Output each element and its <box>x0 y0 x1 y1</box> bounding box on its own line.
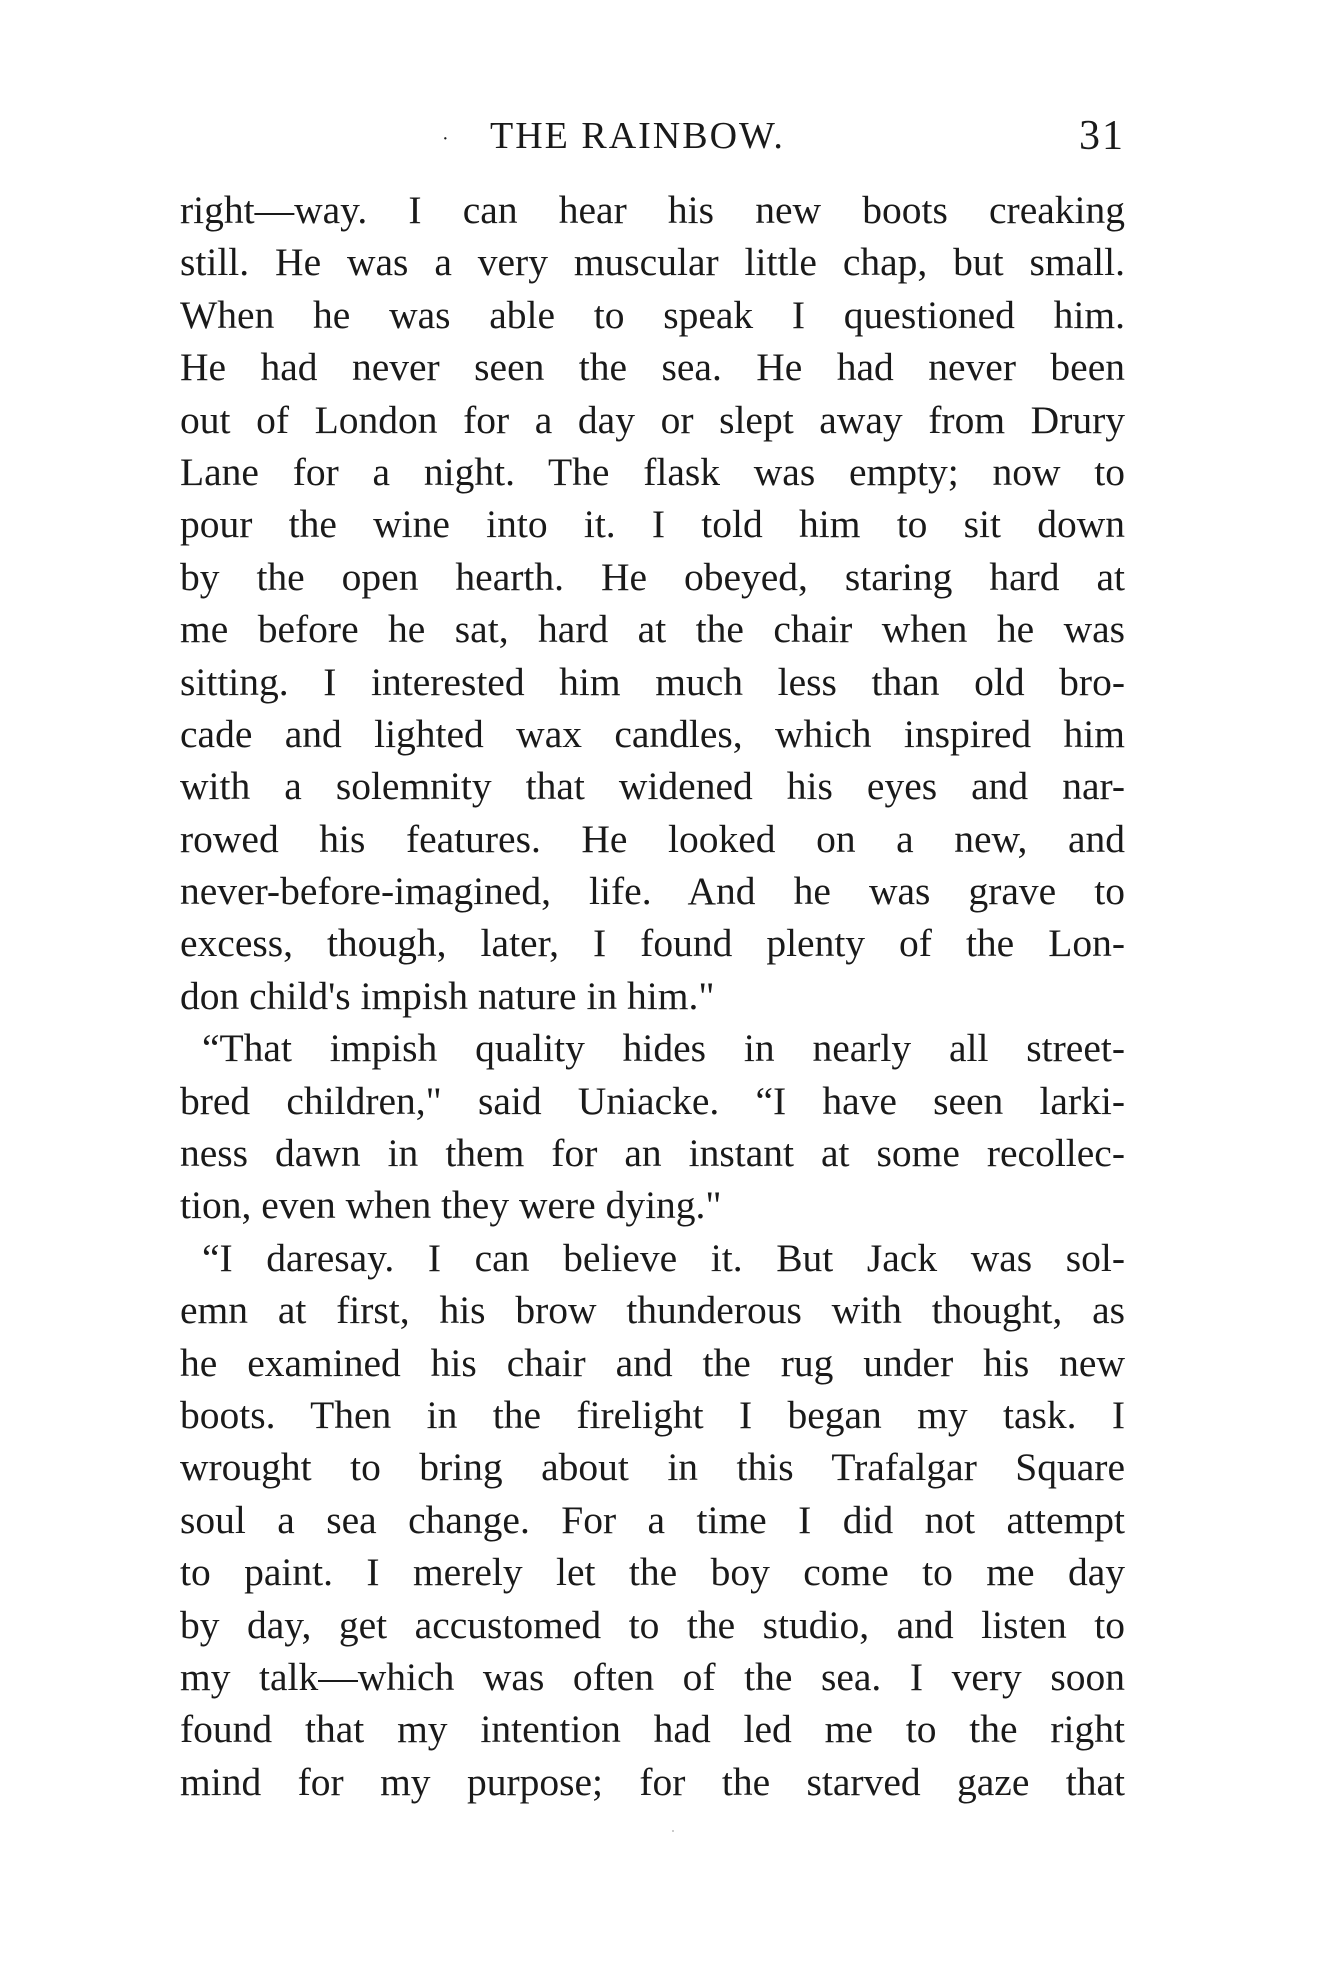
text-line: found that my intention had led me to the right <box>180 1707 1125 1752</box>
text-line: right—way. I can hear his new boots creaking <box>180 188 1125 232</box>
text-line: to paint. I merely let the boy come to me day <box>180 1550 1125 1595</box>
text-line: pour the wine into it. I told him to sit down <box>180 502 1125 547</box>
text-line: ness dawn in them for an instant at some recollec- <box>180 1131 1125 1176</box>
text-line: by the open hearth. He obeyed, staring hard at <box>180 554 1125 599</box>
paragraph-end-line: don child's impish nature in him." <box>180 973 715 1018</box>
running-title: THE RAINBOW. <box>490 115 785 157</box>
text-line: he examined his chair and the rug under his new <box>180 1340 1125 1385</box>
text-line: Lane for a night. The flask was empty; now to <box>180 449 1125 494</box>
text-line: cade and lighted wax candles, which inspired him <box>180 711 1125 756</box>
text-line: sitting. I interested him much less than old bro- <box>180 659 1125 704</box>
text-line: excess, though, later, I found plenty of the Lon- <box>180 921 1125 966</box>
text-line: boots. Then in the firelight I began my task. I <box>180 1392 1125 1437</box>
text-line: bred children," said Uniacke. “I have seen larki- <box>180 1078 1125 1123</box>
text-line: out of London for a day or slept away from Drury <box>180 397 1125 442</box>
text-line: emn at first, his brow thunderous with thought, as <box>180 1288 1125 1333</box>
paragraph-start-line: “That impish quality hides in nearly all street- <box>202 1026 1125 1071</box>
text-line: rowed his features. He looked on a new, and <box>180 816 1125 861</box>
text-line: me before he sat, hard at the chair when he was <box>180 607 1125 652</box>
text-line: When he was able to speak I questioned him. <box>180 292 1125 337</box>
text-line: mind for my purpose; for the starved gaze that <box>180 1759 1125 1804</box>
body-text <box>180 184 1125 1808</box>
text-line: still. He was a very muscular little chap, but small. <box>180 240 1125 285</box>
text-line: with a solemnity that widened his eyes and nar- <box>180 764 1125 809</box>
text-line: soul a sea change. For a time I did not attempt <box>180 1497 1125 1542</box>
running-header <box>180 108 1125 168</box>
text-line: by day, get accustomed to the studio, and listen to <box>180 1602 1125 1647</box>
paragraph-end-line: tion, even when they were dying." <box>180 1183 722 1228</box>
text-line: wrought to bring about in this Trafalgar Square <box>180 1445 1125 1490</box>
text-line: He had never seen the sea. He had never been <box>180 345 1125 390</box>
page-number: 31 <box>1079 113 1125 159</box>
paper-speck <box>672 1830 674 1832</box>
text-line: my talk—which was often of the sea. I very soon <box>180 1654 1125 1699</box>
text-line: never-before-imagined, life. And he was grave to <box>180 869 1125 914</box>
paragraph-start-line: “I daresay. I can believe it. But Jack was sol- <box>202 1235 1125 1280</box>
header-dot: · <box>442 128 451 150</box>
